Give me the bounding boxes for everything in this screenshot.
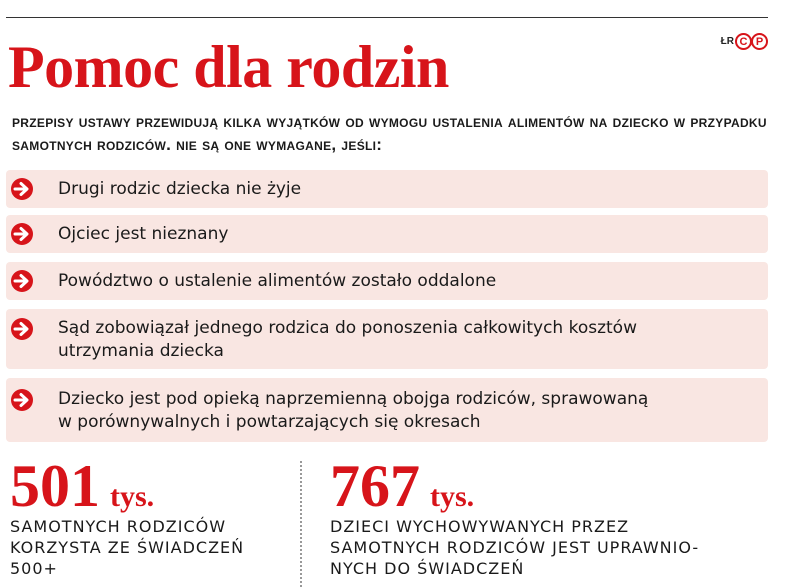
publisher-logo-p: P [751, 33, 768, 50]
list-item-text [58, 388, 748, 434]
stat-description-line: SAMOTNYCH RODZICÓW [10, 517, 227, 536]
intro-text: przepisy ustawy przewidują kilka wyjątków od wymogu ustalenia alimentów na dziecko w przypadku samotnych rodziców. nie są one wymagane, jeśli: [12, 112, 767, 154]
list-item-line: Drugi rodzic dziecka nie żyje [58, 179, 302, 199]
stat-description [330, 516, 699, 579]
stats-divider [300, 461, 302, 587]
list-item-text [58, 178, 748, 201]
stat-description-line: NYCH DO ŚWIADCZEŃ [330, 559, 525, 578]
arrow-right-circle-icon [10, 222, 34, 246]
list-item-line: Sąd zobowiązał jednego rodzica do ponoszenia całkowitych kosztów [58, 318, 637, 338]
list-item [6, 262, 768, 300]
credit-author: ŁR [720, 36, 734, 47]
list-item [6, 170, 768, 208]
list-item-line: utrzymania dziecka [58, 341, 224, 361]
stat-unit: tys. [110, 480, 155, 513]
credit [721, 33, 768, 50]
stat-description-line: 500+ [10, 559, 58, 578]
arrow-right-circle-icon [10, 388, 34, 412]
stat-children [330, 453, 700, 579]
page-title: Pomoc dla rodzin [8, 34, 449, 100]
list-item-line: w porównywalnych i powtarzających się okresach [58, 412, 481, 432]
list-item-line: Dziecko jest pod opieką naprzemienną obojga rodziców, sprawowaną [58, 389, 649, 409]
stat-description-line: DZIECI WYCHOWYWANYCH PRZEZ [330, 517, 630, 536]
stat-unit: tys. [430, 480, 475, 513]
stat-single-parents [10, 453, 245, 579]
top-rule [6, 17, 768, 18]
publisher-logo-c: C [735, 33, 752, 50]
list-item [6, 215, 768, 253]
list-item-text [58, 317, 748, 363]
list-item-line: Ojciec jest nieznany [58, 224, 229, 244]
stat-number: 501 [10, 453, 100, 519]
list-item [6, 309, 768, 369]
list-item-text [58, 270, 748, 293]
stat-description [10, 516, 244, 579]
stat-number: 767 [330, 453, 420, 519]
stat-description-line: KORZYSTA ZE ŚWIADCZEŃ [10, 538, 245, 557]
arrow-right-circle-icon [10, 177, 34, 201]
list-item [6, 378, 768, 442]
arrow-right-circle-icon [10, 317, 34, 341]
list-item-text [58, 223, 748, 246]
list-item-line: Powództwo o ustalenie alimentów zostało oddalone [58, 271, 497, 291]
arrow-right-circle-icon [10, 269, 34, 293]
stat-description-line: SAMOTNYCH RODZICÓW JEST UPRAWNIO- [330, 538, 700, 557]
